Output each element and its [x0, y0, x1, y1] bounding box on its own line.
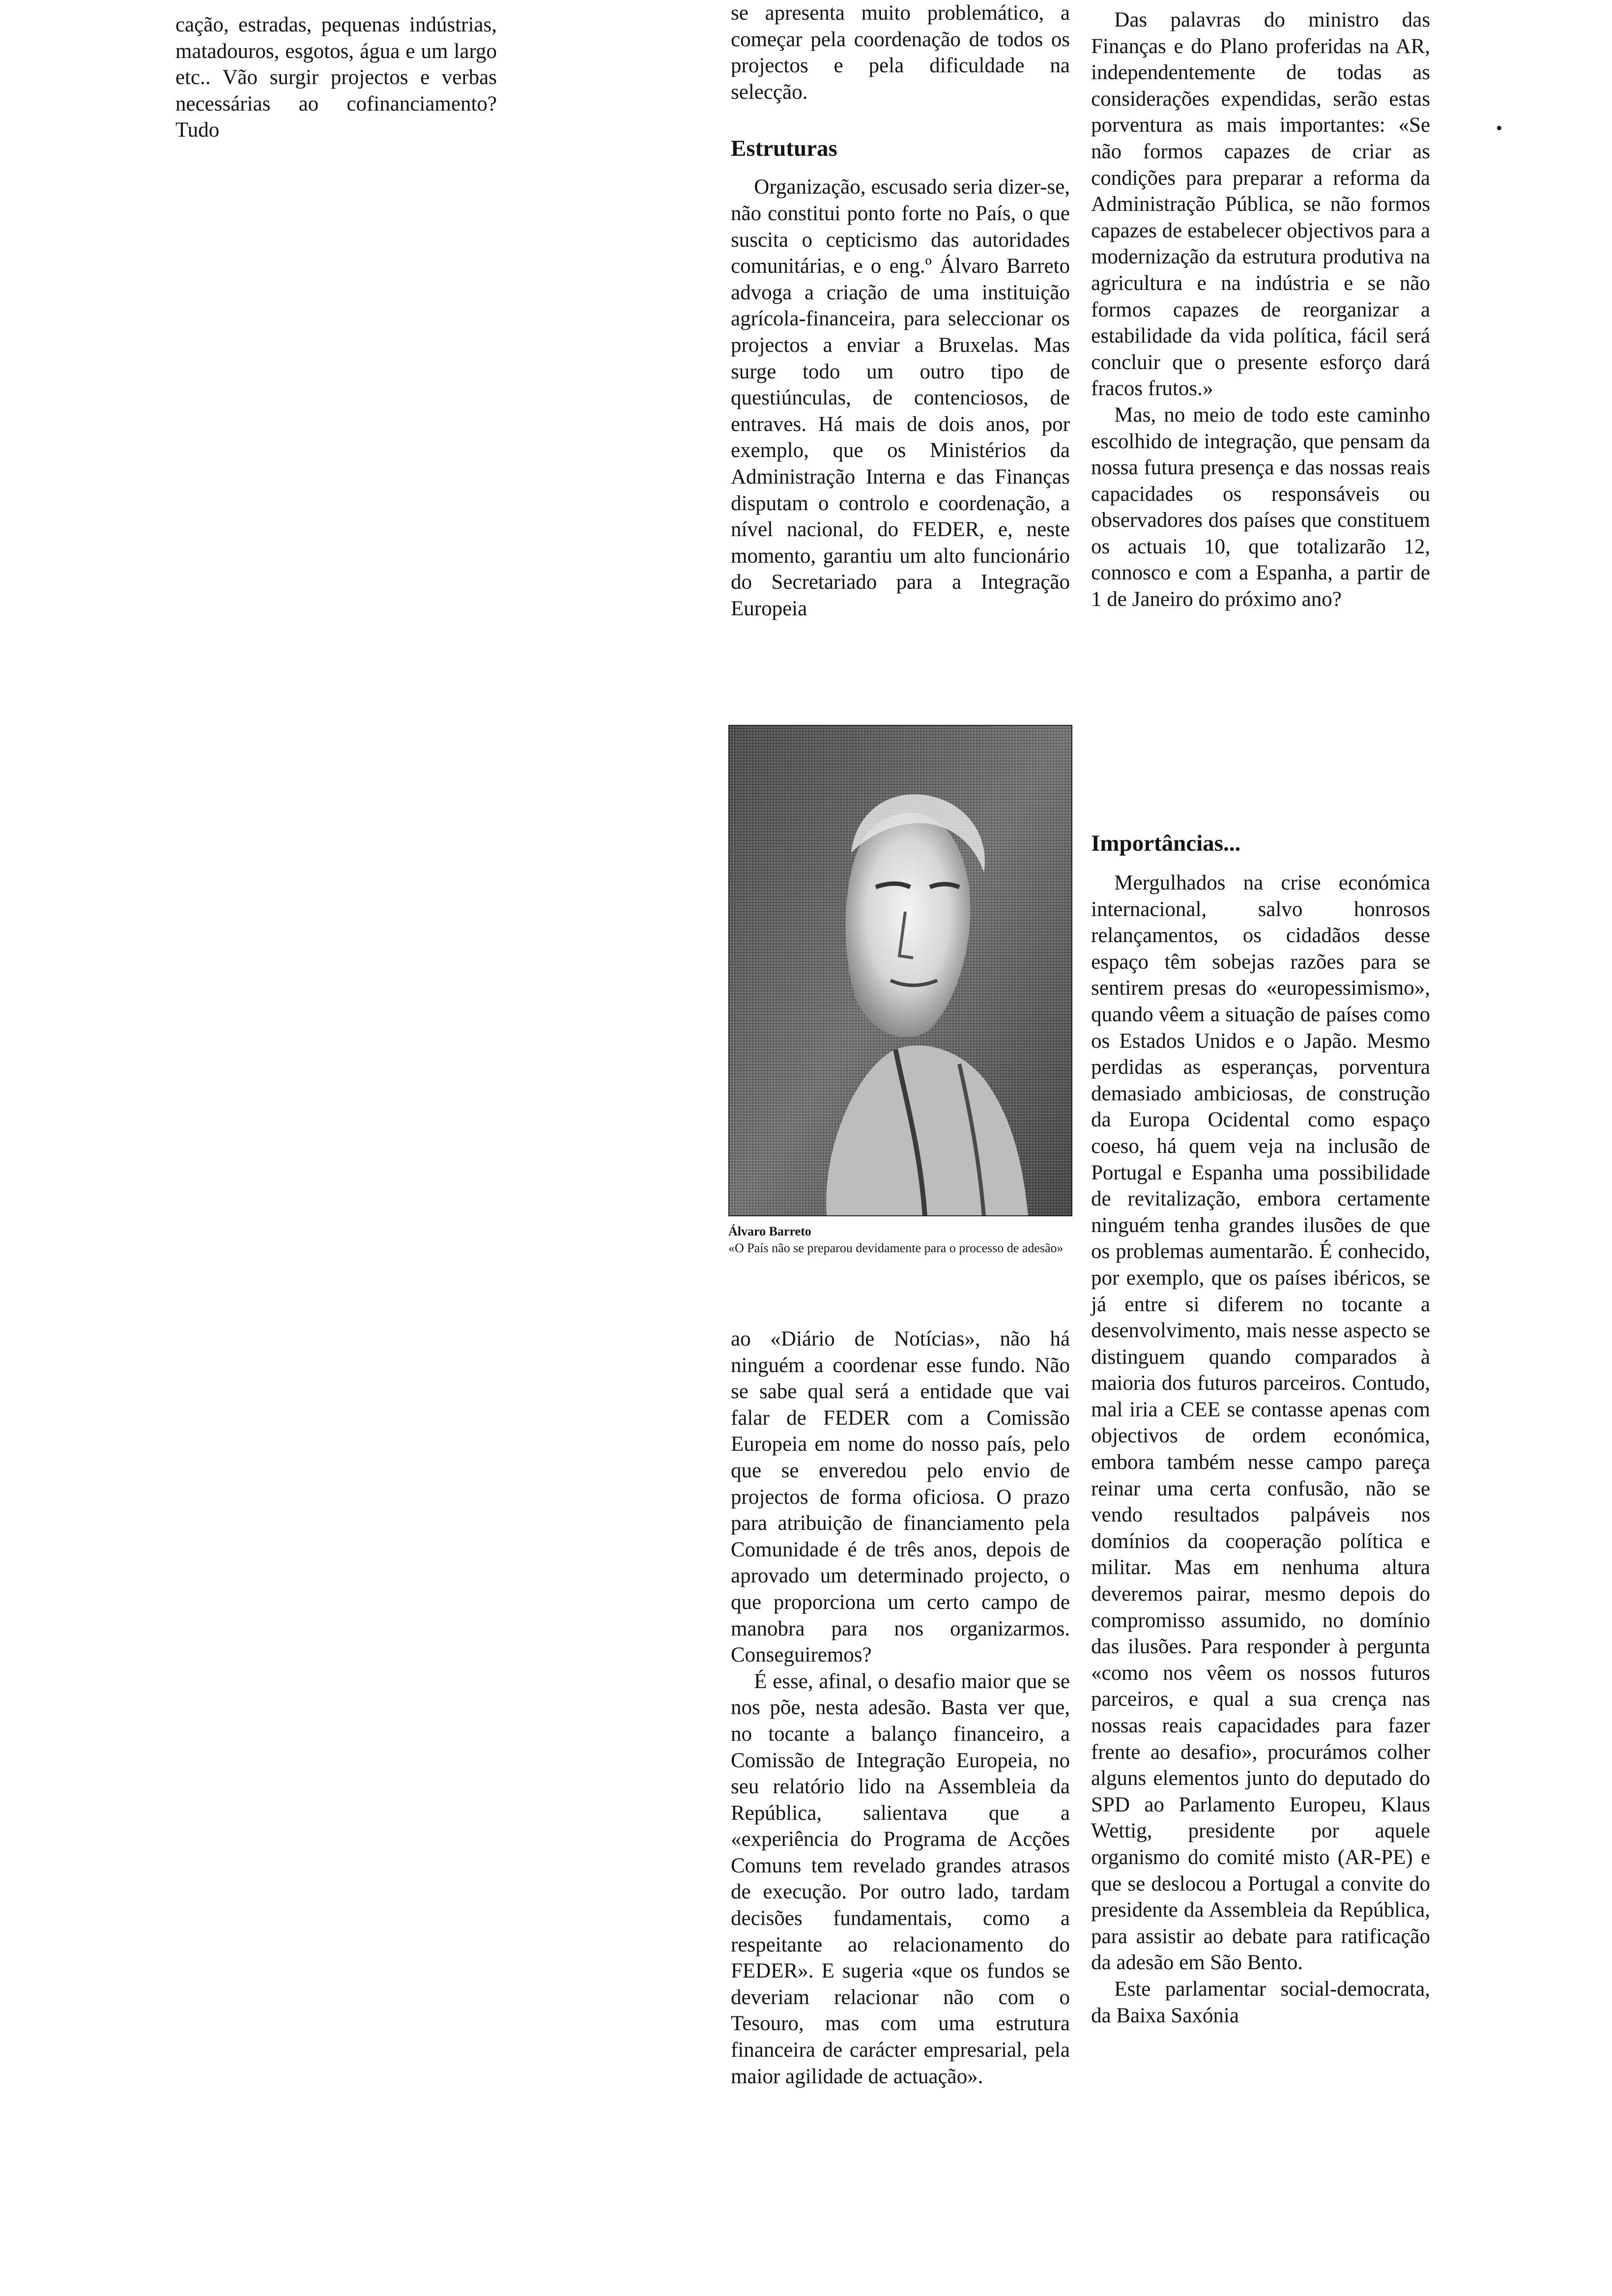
paragraph: É esse, afinal, o desafio maior que se nos põe, nesta adesão. Basta ver que, no tocante a balanço financeiro, a Comissão de Integração Europeia, no seu relatório lido na Assembleia da República, salientava que a «experiência do Programa de Acções Comuns tem revelado grandes atrasos de execução. Por outro lado, tardam decisões fundamentais, como a respeitante ao relacionamento do FEDER». E sugeria «que os fundos se deveriam relacionar não com o Tesouro, mas com uma estrutura financeira de carácter empresarial, pela maior agilidade de actuação». [731, 1669, 1070, 2088]
paragraph: se apresenta muito problemático, a começar pela coordenação de todos os projectos e pela dificuldade na selecção. [731, 1, 1070, 104]
paragraph: Mergulhados na crise económica internacional, salvo honrosos relançamentos, os cidadãos desse espaço têm sobejas razões para se sentirem presas do «europessimismo», quando vêem a situação de países como os Estados Unidos e o Japão. Mesmo perdidas as esperanças, porventura demasiado ambiciosas, de construção da Europa Ocidental como espaço coeso, há quem veja na inclusão de Portugal e Espanha uma possibilidade de revitalização, embora certamente ninguém tenha grandes ilusões de que os problemas aumentarão. É conhecido, por exemplo, que os países ibéricos, se já entre si diferem no tocante a desenvolvimento, mais nesse aspecto se distinguem quando comparados à maioria dos futuros parceiros. Contudo, mal iria a CEE se contasse apenas com objectivos de ordem económica, embora também nesse campo pareça reinar uma certa confusão, não se vendo resultados palpáveis nos domínios da cooperação política e militar. Mas em nenhuma altura deveremos pairar, mesmo depois do compromisso assumido, no domínio das ilusões. Para responder à pergunta «como nos vêem os nossos futuros parceiros, e qual a sua crença nas nossas reais capacidades para fazer frente ao desafio», procurámos colher alguns elementos junto do deputado do SPD ao Parlamento Europeu, Klaus Wettig, presidente por aquele organismo do comité misto (AR-PE) e que se deslocou a Portugal a convite do presidente da Assembleia da República, para assistir ao debate para ratificação da adesão em São Bento. [1091, 871, 1430, 1975]
column-3-top [1091, 7, 1430, 613]
paragraph: Organização, escusado seria dizer-se, não constitui ponto forte no País, o que suscita o cepticismo das autoridades comunitárias, e o eng.º Álvaro Barreto advoga a criação de uma instituição agrícola-financeira, para seleccionar os projectos a enviar a Bruxelas. Mas surge todo um outro tipo de questiúnculas, de contenciosos, de entraves. Há mais de dois anos, por exemplo, que os Ministérios da Administração Interna e das Finanças disputam o controlo e coordenação, a nível nacional, do FEDER, e, neste momento, garantiu um alto funcionário do Secretariado para a Integração Europeia [731, 175, 1070, 620]
paragraph: Mas, no meio de todo este caminho escolhido de integração, que pensam da nossa futura presença e das nossas reais capacidades os responsáveis ou observadores dos países que constituem os actuais 10, que totalizarão 12, connosco e com a Espanha, a partir de 1 de Janeiro do próximo ano? [1091, 403, 1430, 611]
photo-figure [728, 725, 1072, 1257]
column-2-top [731, 0, 1070, 622]
paragraph: ao «Diário de Notícias», não há ninguém a coordenar esse fundo. Não se sabe qual será a entidade que vai falar de FEDER com a Comissão Europeia em nome do nosso país, pelo que se enveredou pelo envio de projectos de forma oficiosa. O prazo para atribuição de financiamento pela Comunidade é de três anos, depois de aprovado um determinado projecto, o que proporciona um certo campo de manobra para nos organizarmos. Conseguiremos? [731, 1327, 1070, 1667]
paragraph: cação, estradas, pequenas indústrias, matadouros, esgotos, água e um largo etc.. Vão surgir projectos e verbas necessárias ao cofinanciamento? Tudo [175, 13, 497, 142]
caption-quote: «O País não se preparou devidamente para o processo de adesão» [728, 1241, 1064, 1255]
photo-caption [728, 1223, 1072, 1257]
paragraph: Este parlamentar social-democrata, da Baixa Saxónia [1091, 1977, 1430, 2027]
caption-name: Álvaro Barreto [728, 1224, 811, 1238]
section-heading-importancias: Importâncias... [1091, 831, 1241, 856]
print-speck [1497, 126, 1501, 130]
portrait-photo [728, 725, 1072, 1216]
column-1 [175, 12, 497, 144]
column-3-bottom [1091, 829, 1430, 2029]
column-2-bottom [731, 1326, 1070, 2090]
section-heading-estruturas: Estruturas [731, 136, 837, 162]
paragraph: Das palavras do ministro das Finanças e do Plano proferidas na AR, independentemente de todas as considerações expendidas, serão estas porventura as mais importantes: «Se não formos capazes de criar as condições para preparar a reforma da Administração Pública, se não formos capazes de estabelecer objectivos para a modernização da estrutura produtiva na agricultura e na indústria e se não formos capazes de reorganizar a estabilidade da vida política, fácil será concluir que o presente esforço dará fracos frutos.» [1091, 8, 1430, 401]
